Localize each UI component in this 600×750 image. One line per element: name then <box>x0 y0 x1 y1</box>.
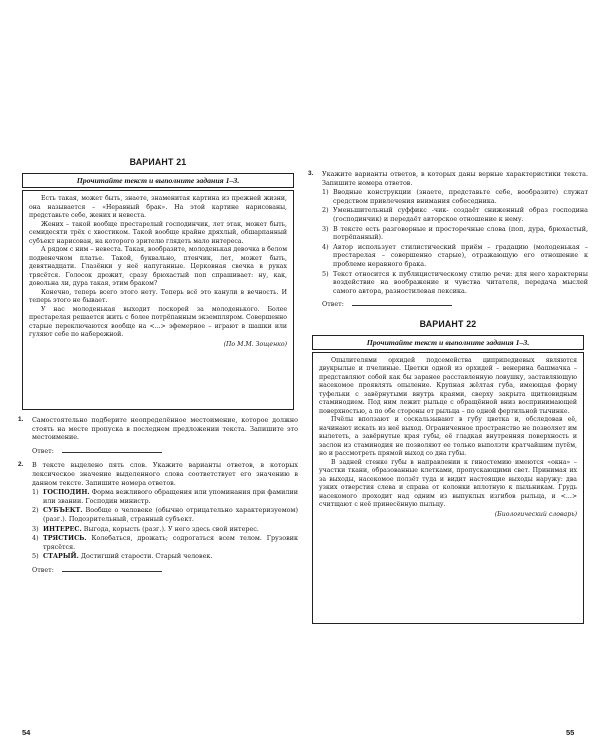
right-text-box <box>312 352 584 624</box>
task-3-text: Укажите варианты ответов, в которых даны верные характеристики текста. Запишите номера ответов. <box>322 170 588 187</box>
task-3-number: 3. <box>308 170 314 177</box>
left-paragraph: У нас молоденькая выходит поскорей за молоденького. Более престарелая решается жить с более потрёпанным экземпляром. Совершенно старые переключаются вообще на <...> эфемерное – играют в шашки или гуляют себе по набережной. <box>29 305 287 338</box>
option-text: Форма вежливого обращения или упоминания при фамилии или звании. Господин министр. <box>43 488 298 505</box>
option-text: Выгода, корысть (разг.). У него здесь свой интерес. <box>83 524 259 533</box>
option-number: 3) <box>32 524 39 533</box>
option-number: 5) <box>322 269 329 278</box>
left-paragraph: Конечно, теперь всего этого нету. Теперь всё это канули в вечность. И теперь этого не бывает. <box>29 288 287 304</box>
option-text: Вообще о человеке (обычно отрицательно характеризуемом) (разг.). Подозрительный, странный субъект. <box>43 506 298 523</box>
task-2-option <box>32 552 298 561</box>
answer-label: Ответ: <box>32 446 54 455</box>
option-text: Автор использует стилистический приём – градацию (молоденькая – престарелая – совершенно старые), отражающую его отношение к проблеме неравного брака. <box>333 242 588 268</box>
option-text: Текст относится к публицистическому стилю речи: для него характерны воздействие на воображение и чувства читателя, передача мыслей самого автора, разностилевая лексика. <box>333 269 588 295</box>
option-number: 5) <box>32 552 39 561</box>
option-text: Вводные конструкции (знаете, представьте себе, вообразите) служат средством привлечения внимания собеседника. <box>333 188 588 205</box>
page-number-right: 55 <box>566 728 575 737</box>
task-2-option <box>32 534 298 551</box>
option-text: Колебаться, дрожать; содрогаться всем телом. Грузовик трясётся. <box>43 534 298 551</box>
option-number: 2) <box>32 506 39 515</box>
option-number: 4) <box>32 534 39 543</box>
left-paragraph: А рядом с ним – невеста. Такая, вообразите, молоденькая девочка в белом подвенечном платье. Такой, буквально, птенчик, лет, может быть, девятнадцати. Глазёнки у неё напуганные. Церковная свечка в руках трясётся. Голосок дрожит, сразу брюхастый поп спрашивает: ну, как, довольна ли, дура такая, этим браком? <box>29 246 288 287</box>
answer-label: Ответ: <box>322 300 344 309</box>
option-number: 2) <box>322 206 329 215</box>
option-word: СТАРЫЙ. <box>43 552 79 561</box>
option-number: 1) <box>32 488 39 497</box>
option-word: ГОСПОДИН. <box>43 488 90 497</box>
task-1 <box>18 416 298 455</box>
task-2-option <box>32 506 298 523</box>
task-3-option <box>322 270 588 296</box>
option-text: В тексте есть разговорные и просторечные слова (поп, дура, брюхастый, потрёпанный). <box>333 224 588 242</box>
answer-line[interactable] <box>62 565 162 572</box>
option-word: СУБЪЕКТ. <box>43 506 83 515</box>
task-3-answer <box>322 299 588 309</box>
right-page <box>308 170 588 624</box>
option-text: Уменьшительный суффикс -чик- создаёт сниженный образ господина (господинчик) и передаёт авторское отношение к нему. <box>333 206 588 223</box>
task-2-answer <box>32 565 298 575</box>
variant-21-title: ВАРИАНТ 21 <box>129 157 187 167</box>
task-3-option <box>322 206 588 223</box>
task-1-text: Самостоятельно подберите неопределённое местоимение, которое должно стоять на месте пропуска в последнем предложении текста. Запишите это местоимение. <box>32 416 298 442</box>
option-word: ТРЯСТИСЬ. <box>43 534 87 543</box>
task-2 <box>18 461 298 574</box>
right-author: (Биологический словарь) <box>494 510 577 518</box>
right-paragraph: В задней стенке губы в направлении к гиностемию имеются «окна» – участки ткани, образованные клетками, пропускающими свет. Принимая их за выходы, насекомое ползёт туда и видит настоящие выходы наружу: два узких отверстия слева и справа от колонки вплотную к пыльникам. Грудь насекомого проходит над одним из выпуклых изгибов рыльца, и <...> считщают с неё принесённую пыльцу. <box>319 458 577 509</box>
left-author: (По М.М. Зощенко) <box>223 340 287 348</box>
task-1-answer <box>32 446 298 456</box>
task-3 <box>308 170 588 309</box>
task-3-option <box>322 243 588 269</box>
option-text: Достигший старости. Старый человек. <box>80 552 213 561</box>
variant-22-title: ВАРИАНТ 22 <box>419 318 477 329</box>
task-2-number: 2. <box>18 461 24 469</box>
right-paragraph: Опылителями орхидей подсемейства циприпедиевых являются двукрылые и пчелиные. Цветки одной из орхидей – венерина башмачка – представляют собой как бы заранее расставленную ловушку, заставляющую насекомое проявлять опыление. Крупная жёлтая губа, имеющая форму туфельки с завёрнутыми внутрь краями, сверху закрыта щитковидным стаминодием. Под ним лежит рыльце с обращённой вниз воспринимающей поверхностью, а по обе стороны от рыльца – по одной фертильной тычинке. <box>319 356 577 415</box>
answer-line[interactable] <box>352 299 452 306</box>
left-text-box <box>22 190 294 410</box>
option-number: 1) <box>322 188 329 197</box>
right-instruction: Прочитайте текст и выполните задания 1–3. <box>312 335 584 350</box>
option-number: 3) <box>322 224 329 233</box>
left-page <box>18 157 298 575</box>
task-2-option <box>32 525 298 534</box>
task-3-option <box>322 225 588 242</box>
answer-label: Ответ: <box>32 565 54 574</box>
page-number-left: 54 <box>22 728 31 737</box>
right-paragraph: Пчёлы вползают и соскальзывают в губу цветка и, обследовав её, начинают искать из неё выход. Ограниченное пространство не позволяет им вылететь, а завёрнутые края губы, её гладкая внутренняя поверхность и заслон из стаминодия не позволяют ее только выползти кратчайшим путём, но и рассмотреть прямой выход со дна губы. <box>319 416 577 458</box>
left-paragraph: Жених – такой вообще престарелый господинчик, лет этак, может быть, семидесяти трёх с хвостиком. Такой вообще крайне дряхлый, обшарпанный субъект нарисован, на которого зрителю глядеть мало интереса. <box>29 220 287 245</box>
task-2-option <box>32 488 298 505</box>
answer-line[interactable] <box>62 446 162 453</box>
option-number: 4) <box>322 242 329 251</box>
left-paragraph: Есть такая, может быть, знаете, знаменитая картина из прежней жизни, она называется – «Неравный брак». На этой картине нарисованы, представьте себе, жених и невеста. <box>29 195 287 219</box>
task-3-option <box>322 188 588 205</box>
left-instruction: Прочитайте текст и выполните задания 1–3. <box>22 173 294 188</box>
task-1-number: 1. <box>18 416 24 423</box>
task-2-text: В тексте выделено пять слов. Укажите варианты ответов, в которых лексическое значение выделенного слова соответствует его значению в данном тексте. Запишите номера ответов. <box>32 461 298 487</box>
option-word: ИНТЕРЕС. <box>43 524 82 533</box>
